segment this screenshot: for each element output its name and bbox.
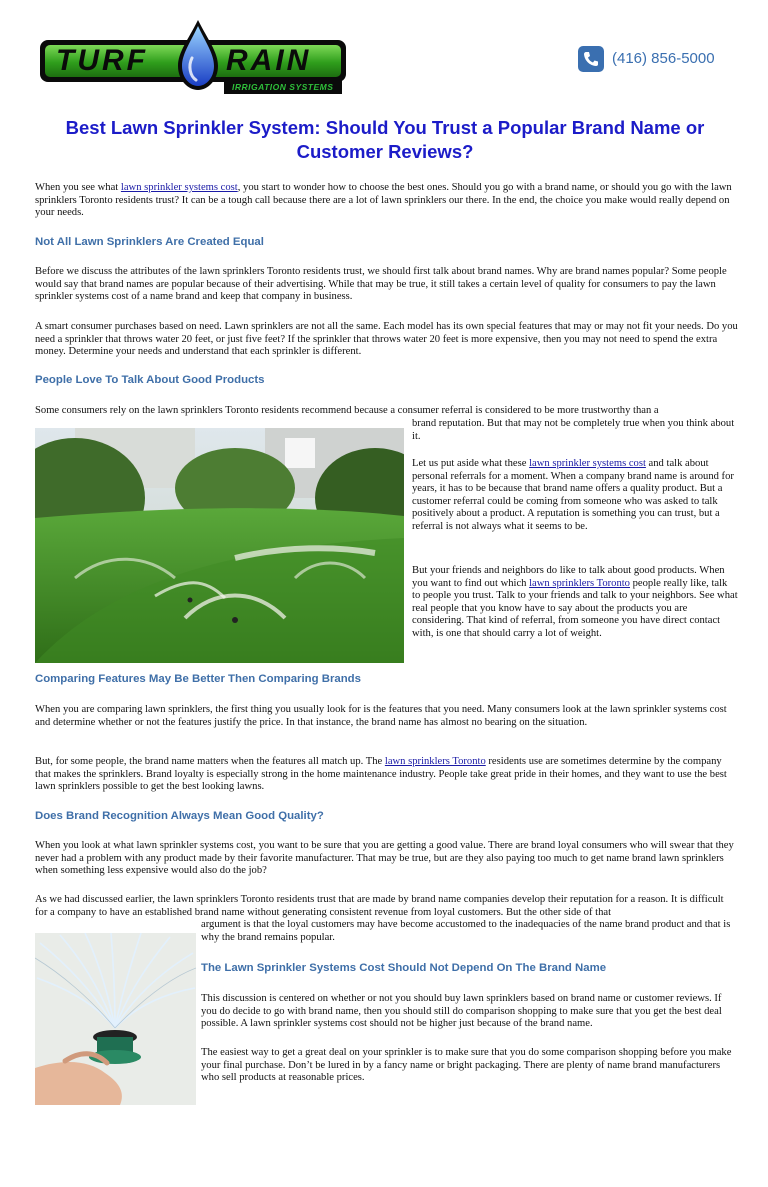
turf-rain-logo [36,18,350,98]
s2-p3-pre: But your friends and neighbors do like to talk about good products. When you want to find out which [412,565,725,589]
phone-contact[interactable] [578,46,738,74]
page-title: Best Lawn Sprinkler System: Should You Trust a Popular Brand Name or Customer Reviews? [65,117,705,162]
heading-not-all-sprinklers: Not All Lawn Sprinklers Are Created Equal [35,236,264,248]
heading-brand-recognition: Does Brand Recognition Always Mean Good Quality? [35,810,324,822]
s2-p2-post: and talk about personal referrals for a moment. When a company brand name is around for years, it has to be because that brand name offers a quality product. But a customer referral could be coming from someone who was asked to talk positively about a product. A reputation is something you can trust, but a referral is not always what it seems to be. [412,458,734,532]
lawn-sprinkler-systems-cost-link-2[interactable]: lawn sprinkler systems cost [529,458,646,469]
logo-word-rain: RAIN [226,44,312,77]
sprinkler-hand-photo [35,933,196,1105]
s3-paragraph-2 [35,756,738,794]
s2-paragraph-1-line1: Some consumers rely on the lawn sprinklers Toronto residents recommend because a consumer referral is considered to be more trustworthy than a [35,405,659,416]
s5-paragraph-2: The easiest way to get a great deal on your sprinkler is to make sure that you do some comparison shopping before you make your final purchase. Don’t be lured in by a fancy name or bright packaging. There are plenty of name brand manufacturers who sell products at reasonable prices. [201,1047,732,1084]
phone-icon [578,46,604,72]
s3-p2-post: residents use are sometimes determine by the company that makes the sprinklers. Brand loyalty is especially strong in the home maintenance industry. People take great pride in their homes, and they want to use the best lawn sprinklers possible to get the best looking lawns. [35,756,727,793]
intro-text-post: , you start to wonder how to choose the best ones. Should you go with a brand name, or should you go with the lawn sprinklers Toronto residents trust? It can be a tough call because there are a lot of lawn sprinklers our there. In the end, the choice you make would really depend on your needs. [35,182,732,219]
lawn-sprinklers-toronto-link-2[interactable]: lawn sprinklers Toronto [384,756,486,767]
s1-paragraph-2: A smart consumer purchases based on need. Lawn sprinklers are not all the same. Each model has its own special features that may or may not fit your needs. Do you need a sprinkler that throws water 20 feet, or just five feet? If the sprinkler that throws water 20 feet is more expensive, then you may not need to spend the extra money. Determine your needs and understand that each sprinkler is different. [35,321,738,358]
s3-p2-pre: But, for some people, the brand name matters when the features all match up. The [35,756,385,767]
s4-paragraph-2-rest: argument is that the loyal customers may have become accustomed to the inadequacies of the name brand product and that is why the brand remains popular. [201,919,731,943]
intro-text-pre: When you see what [35,182,121,193]
s2-paragraph-1-rest: brand reputation. But that may not be completely true when you think about it. [412,418,735,442]
s4-paragraph-1: When you look at what lawn sprinkler systems cost, you want to be sure that you are getting a good value. There are brand loyal consumers who will swear that they never had a problem with any product made by their favorite manufacturer. That may be true, but are they also paying too much to get name brand lawn sprinklers when something less expensive would also do the job? [35,840,734,877]
logo-tagline: IRRIGATION SYSTEMS [232,82,334,92]
intro-paragraph [35,182,738,220]
s3-paragraph-1: When you are comparing lawn sprinklers, the first thing you usually look for is the features that you need. Many consumers look at the lawn sprinkler systems cost and determine whether or not the features justify the price. In that instance, the brand name has almost no bearing on the situation. [35,704,727,728]
logo-word-turf: TURF [56,44,148,77]
s2-p3-post: people really like, talk to people you trust. Talk to your friends and talk to your neighbors. See what real people that you know have to say about the products you are considering. That kind of referral, from someone you have direct contact with, is one that should carry a lot of weight. [412,577,738,639]
s4-paragraph-2: As we had discussed earlier, the lawn sprinklers Toronto residents trust that are made by brand name companies develop their reputation for a reason. It is difficult for a company to have an established brand name without generating consistent revenue from loyal customers. But the other side of that [35,894,724,918]
lawn-sprinklers-toronto-link[interactable]: lawn sprinklers Toronto [529,577,630,589]
heading-people-love-to-talk: People Love To Talk About Good Products [35,374,265,386]
s1-paragraph-1: Before we discuss the attributes of the lawn sprinklers Toronto residents trust, we should first talk about brand names. Why are brand names popular? Some people would say that brand names are popular because of their advertising. While that may be true, it still takes a certain level of quality for consumers to pay the lawn sprinkler systems cost of a name brand and keep that company in business. [35,266,727,303]
lawn-sprinkler-photo [35,428,404,663]
s2-p2-pre: Let us put aside what these [412,458,530,469]
s2-paragraph-2 [412,458,738,534]
heading-comparing-features: Comparing Features May Be Better Then Comparing Brands [35,673,361,685]
lawn-sprinkler-systems-cost-link[interactable]: lawn sprinkler systems cost [120,182,238,193]
heading-cost-not-depend-on-brand: The Lawn Sprinkler Systems Cost Should Not Depend On The Brand Name [201,962,607,974]
phone-number[interactable]: (416) 856-5000 [612,50,715,67]
s2-paragraph-3 [412,565,738,641]
s5-paragraph-1: This discussion is centered on whether or not you should buy lawn sprinklers based on brand name or customer reviews. If you do decide to go with brand name, then you should still do comparison shopping to make sure that you get the best deal possible. A lawn sprinkler systems cost should not be higher just because of the brand name. [201,993,722,1030]
